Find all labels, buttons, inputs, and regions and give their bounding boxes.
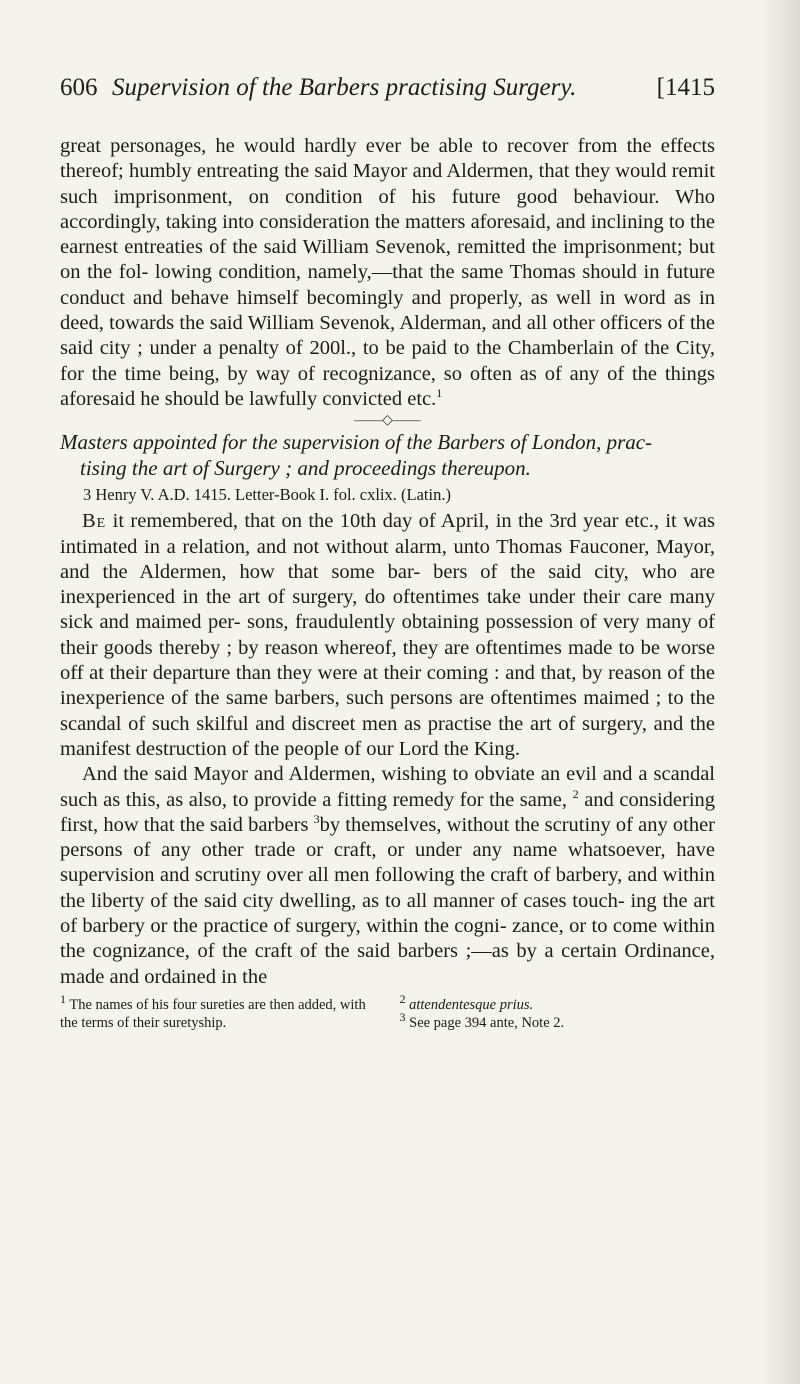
footnote-ref-3: 3	[313, 812, 320, 826]
drop-lead: Be	[82, 510, 107, 533]
footnote-ref-2: 2	[572, 786, 579, 801]
footnote-1: $^1$ The names of his four sureties are then added, with the terms of their suretyship.	[60, 992, 366, 1031]
page-edge-shadow	[760, 0, 800, 1384]
footnote-ref-1: 1	[436, 386, 443, 401]
paragraph-be-it-remembered: Be it remembered, that on the 10th day of April, in the 3rd year etc., it was intimated in a relation, and not without alarm, unto Thomas Fauconer, Mayor, and the Aldermen, how that some bar- bers of the said city, who are inexperienced in the art of surgery, do oftentimes take under their care many sick and maimed per- sons, fraudulently obtaining possession of very many of their goods thereby ; by reason whereof, they are oftentimes made to be worse off at their departure than they were at their coming : and that, by reason of the inexperience of the same barbers, such persons are oftentimes maimed ; to the scandal of such skilful and discreet men as practise the art of surgery, and the manifest destruction of the people of our Lord the King.	[60, 510, 715, 760]
footnotes-2-3	[399, 992, 716, 1032]
running-header	[60, 70, 715, 106]
source-citation: 3 Henry V. A.D. 1415. Letter-Book I. fol. cxlix. (Latin.)	[83, 485, 451, 505]
book-page	[60, 70, 715, 1032]
section-heading-line-2: tising the art of Surgery ; and proceedings thereupon.	[80, 455, 531, 480]
running-title: Supervision of the Barbers practising Surgery.	[112, 74, 577, 101]
page-number: 606	[60, 74, 98, 101]
paragraph-mayor-aldermen: And the said Mayor and Aldermen, wishing to obviate an evil and a scandal such as this, as also, to provide a fitting remedy for the same, $^2$ and considering first, how that the said barbers $^3$by themselves, without the scrutiny of any other persons of any other trade or craft, or under any name whatsoever, have supervision and scrutiny over all men following the craft of barbery, and within the liberty of the said city dwelling, as to all manner of cases touch- ing the art of barbery or the practice of surgery, within the cogni- zance, or to come within the cognizance, of the craft of the said barbers ;—as by a certain Ordinance, made and ordained in the	[60, 763, 716, 988]
header-year: [1415	[656, 74, 715, 101]
footnote-3: $^3$ See page 394 ante, Note 2.	[399, 1010, 565, 1031]
footnote-2: $^2$ attendentesque prius.	[399, 992, 534, 1013]
section-heading	[60, 430, 715, 481]
section-heading-line-1: Masters appointed for the supervision of the Barbers of London, prac-	[60, 430, 653, 455]
section-ornament: ——◇——	[354, 413, 421, 429]
footnotes	[60, 992, 715, 1032]
paragraph-continuation: great personages, he would hardly ever be able to recover from the effects thereof; humbly entreating the said Mayor and Aldermen, that they would remit such imprisonment, on condition of his future good behaviour. Who accordingly, taking into consideration the matters aforesaid, and inclining to the earnest entreaties of the said William Sevenok, remitted the imprisonment; but on the fol- lowing condition, namely,—that the same Thomas should in future conduct and behave himself becomingly and properly, as well in word as in deed, towards the said William Sevenok, Alderman, and all other officers of the said city ; under a penalty of 200l., to be paid to the Chamberlain of the City, for the time being, by way of recognizance, so often as of any of the things aforesaid he should be lawfully convicted etc.$^1$	[60, 135, 715, 410]
